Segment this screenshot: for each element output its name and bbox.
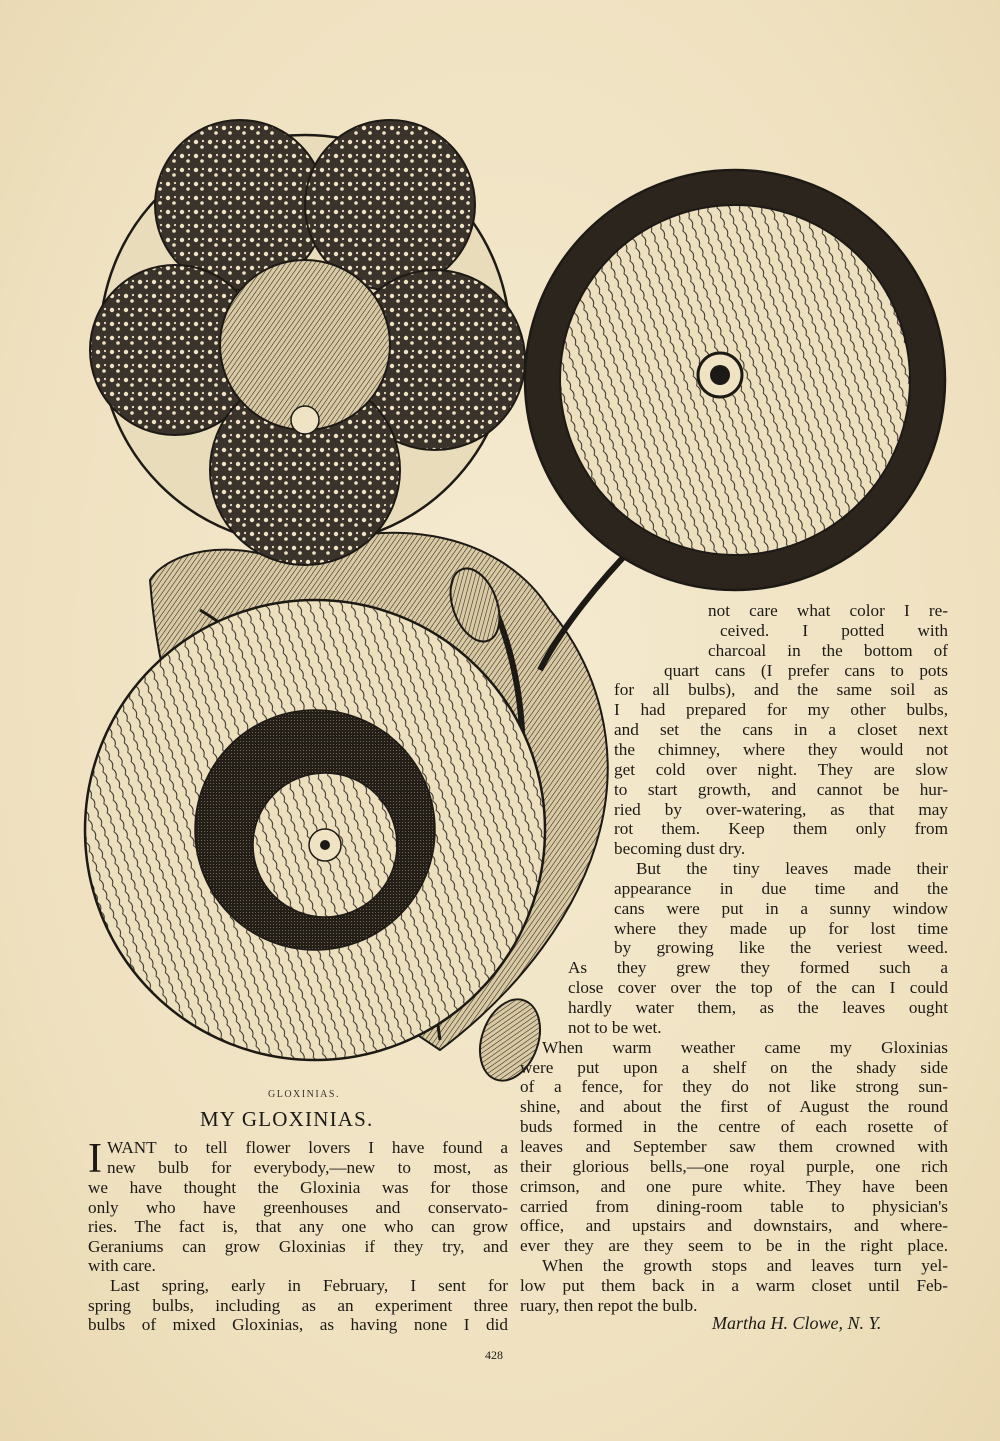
text-line: But the tiny leaves made their [636, 859, 948, 879]
text-line: becoming dust dry. [614, 839, 746, 859]
author-signature: Martha H. Clowe, N. Y. [712, 1313, 882, 1333]
text-line: not care what color I re- [708, 601, 948, 620]
text-line: WANT to tell flower lovers I have found a [107, 1138, 508, 1157]
paragraph-2 [88, 1276, 508, 1335]
text-line: new bulb for everybody,—new to most, as [107, 1157, 508, 1177]
text-line: As they grew they formed such a [568, 958, 948, 978]
text-line: bulbs of mixed Gloxinias, as having none I did [88, 1315, 508, 1335]
text-line: the chimney, where they would not [614, 739, 948, 759]
page-number: 428 [485, 1348, 503, 1362]
text-line: we have thought the Gloxinia was for those [88, 1178, 508, 1197]
netted-gloxinia-flower [85, 600, 545, 1060]
text-line: office, and upstairs and downstairs, and where- [520, 1216, 948, 1236]
text-line: with care. [88, 1256, 156, 1276]
text-line: ruary, then repot the bulb. [520, 1295, 698, 1315]
text-line: appearance in due time and the [614, 878, 948, 898]
text-line: to start growth, and cannot be hur- [614, 779, 948, 799]
text-line: shine, and about the first of August the round [520, 1097, 948, 1117]
text-line: ever they are they seem to be in the right place. [520, 1236, 948, 1256]
text-line: spring bulbs, including as an experiment three [88, 1295, 508, 1315]
text-line: I had prepared for my other bulbs, [614, 700, 948, 720]
speckled-gloxinia-flower [90, 120, 525, 565]
article-title: MY GLOXINIAS. [200, 1107, 374, 1131]
text-line: not to be wet. [568, 1017, 662, 1037]
text-line: ried by over-watering, as that may [614, 799, 948, 819]
text-line: When the growth stops and leaves turn yel- [542, 1256, 948, 1276]
text-line: rot them. Keep them only from [614, 819, 948, 839]
text-line: of a fence, for they do not like strong sun- [520, 1077, 948, 1097]
text-line: hardly water them, as the leaves ought [568, 998, 948, 1017]
text-line: were put upon a shelf on the shady side [520, 1057, 948, 1077]
text-line: ries. The fact is, that any one who can grow [88, 1217, 508, 1237]
text-line: charcoal in the bottom of [708, 640, 948, 660]
text-line: Last spring, early in February, I sent for [110, 1275, 508, 1295]
text-line: by growing like the veriest weed. [614, 938, 948, 958]
text-line: quart cans (I prefer cans to pots [664, 660, 948, 680]
text-line: buds formed in the centre of each rosette of [520, 1117, 948, 1137]
text-line: only who have greenhouses and conservato- [88, 1197, 508, 1217]
text-line: where they made up for lost time [614, 918, 948, 938]
illustration-caption: GLOXINIAS. [268, 1089, 340, 1100]
text-line: leaves and September saw them crowned with [520, 1136, 948, 1156]
text-line: carried from dining-room table to physician's [520, 1196, 948, 1216]
text-line: Geraniums can grow Gloxinias if they try, and [88, 1236, 508, 1256]
text-line: and set the cans in a closet next [614, 720, 948, 740]
text-line: get cold over night. They are slow [614, 759, 948, 779]
text-line: ceived. I potted with [720, 620, 948, 640]
text-line: close cover over the top of the can I could [568, 978, 948, 998]
veined-gloxinia-flower [525, 170, 945, 590]
text-line: low put them back in a warm closet until Feb- [520, 1275, 948, 1295]
text-line: cans were put in a sunny window [614, 898, 948, 918]
text-line: When warm weather came my Gloxinias [542, 1037, 948, 1057]
left-text-column [88, 1138, 508, 1335]
text-line: crimson, and one pure white. They have been [520, 1176, 948, 1196]
paragraph-1 [88, 1138, 508, 1276]
text-line: for all bulbs), and the same soil as [614, 680, 948, 700]
drop-cap: I [88, 1136, 102, 1182]
text-line: their glorious bells,—one royal purple, one rich [520, 1156, 948, 1176]
